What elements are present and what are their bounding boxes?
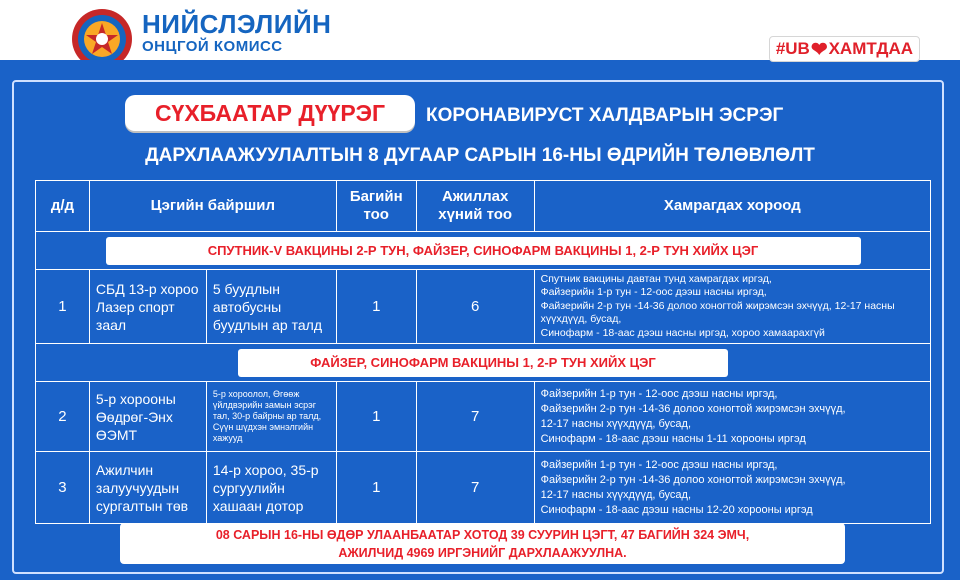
site-name: СБД 13-р хороо Лазер спорт заал (89, 270, 206, 344)
header-workers: Ажиллах хүний тоо (416, 181, 534, 232)
team-count: 1 (336, 452, 416, 524)
row-number: 3 (36, 452, 90, 524)
coverage-text: Файзерийн 1-р тун - 12-оос дээш насны иргэд, Файзерийн 2-р тун -14-36 долоо хоногтой жирэмсэн эхчүүд, 12-17 насны хүүхдүүд, бусад, Синофарм - 18-аас дээш насны 12-20 хорооны иргэд (534, 452, 930, 524)
worker-count: 7 (416, 382, 534, 452)
title-line-2: ДАРХЛААЖУУЛАЛТЫН 8 ДУГААР САРЫН 16-НЫ ӨДРИЙН ТӨЛӨВЛӨЛТ (145, 145, 815, 166)
team-count: 1 (336, 270, 416, 344)
section-label-2: ФАЙЗЕР, СИНОФАРМ ВАКЦИНЫ 1, 2-Р ТУН ХИЙХ ЦЭГ (238, 349, 728, 377)
header-dd: д/д (36, 181, 90, 232)
row-number: 2 (36, 382, 90, 452)
section-row-2 (36, 344, 931, 382)
heart-icon: ❤ (810, 38, 828, 61)
section-row-1 (36, 232, 931, 270)
worker-count: 6 (416, 270, 534, 344)
hashtag-badge (769, 36, 920, 62)
org-subtitle: ОНЦГОЙ КОМИСС (142, 38, 283, 55)
title-line-1: КОРОНАВИРУСТ ХАЛДВАРЫН ЭСРЭГ (426, 105, 784, 126)
summary-footer (120, 523, 845, 564)
site-place: 14-р хороо, 35-р сургуулийн хашаан дотор (206, 452, 336, 524)
worker-count: 7 (416, 452, 534, 524)
header-coverage: Хамрагдах хороод (534, 181, 930, 232)
coverage-text: Спутник вакцины давтан тунд хамрагдах иргэд, Файзерийн 1-р тун - 12-оос дээш насны иргэд, Файзерийн 2-р тун -14-36 долоо хоногтой жирэмсэн эхчүүд, 12-17 насны хүүхдүүд, бусад, Синофарм - 18-аас дээш насны иргэд, хороо хамаарахгүй (534, 270, 930, 344)
table-row (36, 270, 931, 344)
hashtag-prefix: #UB (775, 39, 810, 58)
coverage-text: Файзерийн 1-р тун - 12-оос дээш насны иргэд, Файзерийн 2-р тун -14-36 долоо хоногтой жирэмсэн эхчүүд, 12-17 насны хүүхдүүд, бусад, Синофарм - 18-аас дээш насны 1-11 хорооны иргэд (534, 382, 930, 452)
team-count: 1 (336, 382, 416, 452)
site-name: Ажилчин залуучуудын сургалтын төв (89, 452, 206, 524)
summary-line-2: АЖИЛЧИД 4969 ИРГЭНИЙГ ДАРХЛААЖУУЛНА. (338, 546, 627, 560)
district-title: СҮХБААТАР ДҮҮРЭГ (125, 95, 415, 131)
table-row (36, 382, 931, 452)
org-name: НИЙСЛЭЛИЙН (142, 9, 332, 39)
hashtag-suffix: ХАМТДАА (828, 39, 913, 58)
site-place: 5 буудлын автобусны буудлын ар талд (206, 270, 336, 344)
summary-line-1: 08 САРЫН 16-НЫ ӨДӨР УЛААНБААТАР ХОТОД 39 СУУРИН ЦЭГТ, 47 БАГИЙН 324 ЭМЧ, (215, 528, 750, 542)
table-header-row (36, 181, 931, 232)
table-row (36, 452, 931, 524)
schedule-table (35, 180, 931, 524)
header-location: Цэгийн байршил (89, 181, 336, 232)
site-place: 5-р хороолол, Өгөөж үйлдвэрийн замын эсрэг тал, 30-р байрны ар талд, Сүүн шүдхэн эмнэлгийн хажууд (206, 382, 336, 452)
row-number: 1 (36, 270, 90, 344)
site-name: 5-р хорооны Өөдрөг-Энх ӨЭМТ (89, 382, 206, 452)
header-teams: Багийн тоо (336, 181, 416, 232)
section-label-1: СПУТНИК-V ВАКЦИНЫ 2-Р ТУН, ФАЙЗЕР, СИНОФАРМ ВАКЦИНЫ 1, 2-Р ТУН ХИЙХ ЦЭГ (106, 237, 861, 265)
